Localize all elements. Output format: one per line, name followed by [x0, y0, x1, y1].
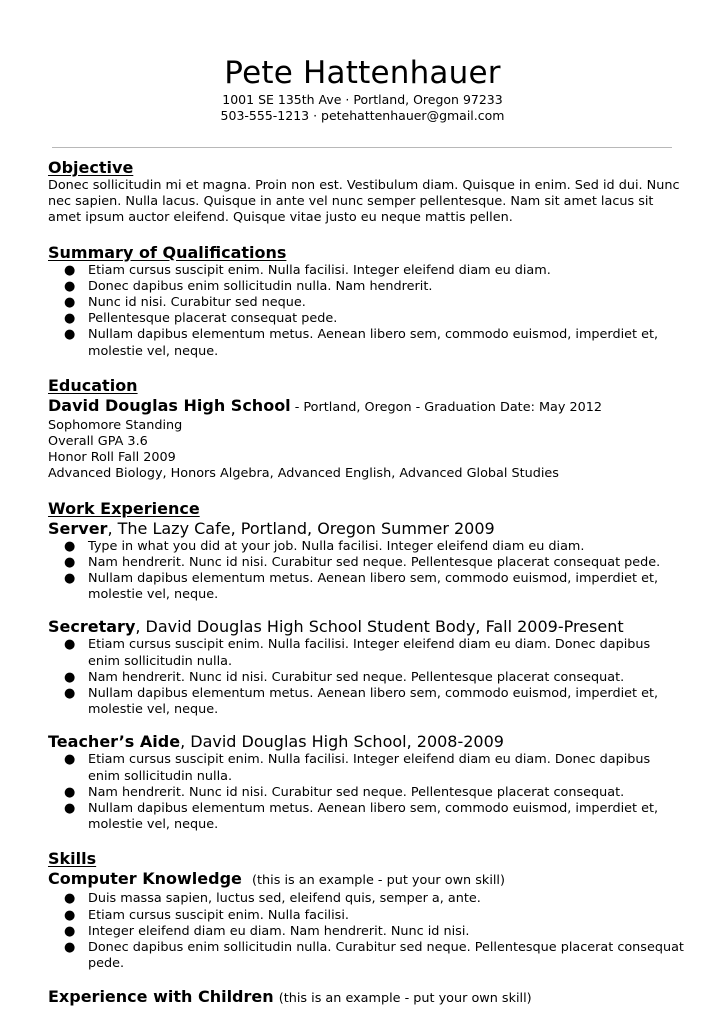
header-divider: [52, 147, 672, 148]
bullet-dot-icon: ●: [64, 752, 76, 768]
job-title: Teacher’s Aide: [48, 732, 181, 752]
bullet-text: Nullam dapibus elementum metus. Aenean libero sem, commodo euismod, imperdiet et, molestie vel, neque.: [88, 686, 659, 718]
bullet-dot-icon: ●: [64, 571, 76, 587]
objective-text: Donec sollicitudin mi et magna. Proin non est. Vestibulum diam. Quisque in enim. Sed id dui. Nunc nec sapien. Nulla lacus. Quisque in ante vel nunc semper pellentesque. Nam sit amet lacus sit amet ipsum auctor eleifend. Quisque vitae justo eu neque mattis pellen.: [48, 178, 680, 226]
bullet-text: Etiam cursus suscipit enim. Nulla facilisi.: [88, 907, 349, 923]
bullet-dot-icon: ●: [64, 784, 76, 800]
bullet-text: Nullam dapibus elementum metus. Aenean libero sem, commodo euismod, imperdiet et, molestie vel, neque.: [88, 571, 659, 603]
bullet-text: Etiam cursus suscipit enim. Nulla facilisi. Integer eleifend diam eu diam. Donec dapibus enim sollicitudin nulla.: [88, 637, 651, 669]
bullet-item: [48, 327, 684, 359]
job-detail: , The Lazy Cafe, Portland, Oregon Summer 2009: [107, 518, 495, 538]
bullet-dot-icon: ●: [64, 262, 76, 278]
objective-heading: Objective: [48, 158, 134, 177]
bullet-text: Donec dapibus enim sollicitudin nulla. Curabitur sed neque. Pellentesque placerat consequat pede.: [88, 940, 684, 972]
bullet-dot-icon: ●: [64, 637, 76, 653]
bullet-item: [48, 940, 684, 972]
skill-group: [48, 987, 684, 1009]
job-duties-list: [48, 539, 684, 604]
bullet-dot-icon: ●: [64, 891, 76, 907]
contact-phone-email: 503-555-1213 · petehattenhauer@gmail.com: [220, 108, 505, 123]
skill-title-line: [48, 987, 684, 1009]
job-entry: [48, 519, 684, 604]
bullet-dot-icon: ●: [64, 669, 76, 685]
bullet-item: [48, 539, 684, 555]
skill-note: (this is an example - put your own skill): [278, 990, 532, 1006]
job-detail: , David Douglas High School, 2008-2009: [180, 732, 504, 752]
bullet-item: [48, 571, 684, 603]
bullet-item: [48, 752, 684, 784]
job-title: Secretary: [48, 617, 136, 637]
bullet-dot-icon: ●: [64, 295, 76, 311]
bullet-text: Nam hendrerit. Nunc id nisi. Curabitur sed neque. Pellentesque placerat consequat.: [88, 784, 625, 800]
bullet-dot-icon: ●: [64, 907, 76, 923]
bullet-item: [48, 295, 684, 311]
skill-note: (this is an example - put your own skill): [252, 873, 505, 889]
school-name: David Douglas High School: [48, 395, 291, 415]
candidate-name: Pete Hattenhauer: [224, 55, 501, 91]
school-detail: - Portland, Oregon - Graduation Date: May 2012: [290, 399, 603, 415]
bullet-dot-icon: ●: [64, 278, 76, 294]
job-entry: [48, 732, 684, 833]
bullet-text: Nunc id nisi. Curabitur sed neque.: [88, 295, 306, 311]
bullet-text: Type in what you did at your job. Nulla facilisi. Integer eleifend diam eu diam.: [88, 538, 585, 554]
bullet-dot-icon: ●: [64, 923, 76, 939]
bullet-text: Duis massa sapien, luctus sed, eleifend quis, semper a, ante.: [88, 891, 481, 907]
bullet-item: [48, 263, 684, 279]
skills-heading: Skills: [48, 849, 97, 869]
bullet-item: [48, 785, 684, 801]
job-duties-list: [48, 637, 684, 718]
contact-address: 1001 SE 135th Ave · Portland, Oregon 97233: [222, 92, 503, 107]
skill-group: [48, 869, 684, 972]
bullet-dot-icon: ●: [64, 801, 76, 817]
bullet-item: [48, 686, 684, 718]
bullet-dot-icon: ●: [64, 327, 76, 343]
bullet-item: [48, 924, 684, 940]
bullet-item: [48, 279, 684, 295]
bullet-item: [48, 891, 684, 907]
bullet-dot-icon: ●: [64, 940, 76, 956]
summary-heading: Summary of Qualifications: [48, 242, 287, 262]
job-title-line: [48, 519, 684, 539]
bullet-text: Donec dapibus enim sollicitudin nulla. Nam hendrerit.: [88, 278, 433, 294]
bullet-text: Nullam dapibus elementum metus. Aenean libero sem, commodo euismod, imperdiet et, molestie vel, neque.: [88, 327, 659, 359]
bullet-text: Etiam cursus suscipit enim. Nulla facilisi. Integer eleifend diam eu diam. Donec dapibus enim sollicitudin nulla.: [88, 752, 651, 784]
summary-section: [48, 243, 684, 360]
bullet-text: Nam hendrerit. Nunc id nisi. Curabitur sed neque. Pellentesque placerat consequat.: [88, 669, 625, 685]
job-title-line: [48, 732, 684, 752]
summary-list: [48, 263, 684, 360]
education-line: Advanced Biology, Honors Algebra, Advanced English, Advanced Global Studies: [48, 466, 559, 482]
job-title-line: [48, 617, 684, 637]
education-school-line: [48, 396, 684, 418]
skill-items-list: [48, 891, 684, 972]
bullet-item: [48, 908, 684, 924]
bullet-item: [48, 637, 684, 669]
bullet-item: [48, 801, 684, 833]
bullet-dot-icon: ●: [64, 686, 76, 702]
education-line: Overall GPA 3.6: [48, 434, 148, 450]
education-line: Sophomore Standing: [48, 417, 183, 433]
bullet-item: [48, 555, 684, 571]
work-heading: Work Experience: [48, 498, 200, 518]
bullet-text: Nullam dapibus elementum metus. Aenean libero sem, commodo euismod, imperdiet et, molestie vel, neque.: [88, 801, 659, 833]
skills-section: [48, 849, 684, 1008]
bullet-text: Pellentesque placerat consequat pede.: [88, 311, 338, 327]
bullet-text: Nam hendrerit. Nunc id nisi. Curabitur sed neque. Pellentesque placerat consequat pede.: [88, 554, 661, 570]
objective-section: [48, 158, 684, 227]
bullet-item: [48, 311, 684, 327]
bullet-dot-icon: ●: [64, 311, 76, 327]
skill-title: Computer Knowledge: [48, 869, 242, 889]
work-section: [48, 499, 684, 834]
education-heading: Education: [48, 375, 138, 395]
resume-body: [48, 158, 684, 1009]
bullet-item: [48, 670, 684, 686]
skill-title: Experience with Children: [48, 986, 274, 1006]
bullet-text: Etiam cursus suscipit enim. Nulla facilisi. Integer eleifend diam eu diam.: [88, 262, 551, 278]
bullet-dot-icon: ●: [64, 538, 76, 554]
bullet-text: Integer eleifend diam eu diam. Nam hendrerit. Nunc id nisi.: [88, 923, 470, 939]
bullet-dot-icon: ●: [64, 554, 76, 570]
education-section: [48, 376, 684, 483]
education-line: Honor Roll Fall 2009: [48, 450, 176, 466]
skill-title-line: [48, 869, 684, 891]
job-entry: [48, 617, 684, 718]
job-detail: , David Douglas High School Student Body, Fall 2009-Present: [135, 617, 624, 637]
job-title: Server: [48, 518, 108, 538]
job-duties-list: [48, 752, 684, 833]
